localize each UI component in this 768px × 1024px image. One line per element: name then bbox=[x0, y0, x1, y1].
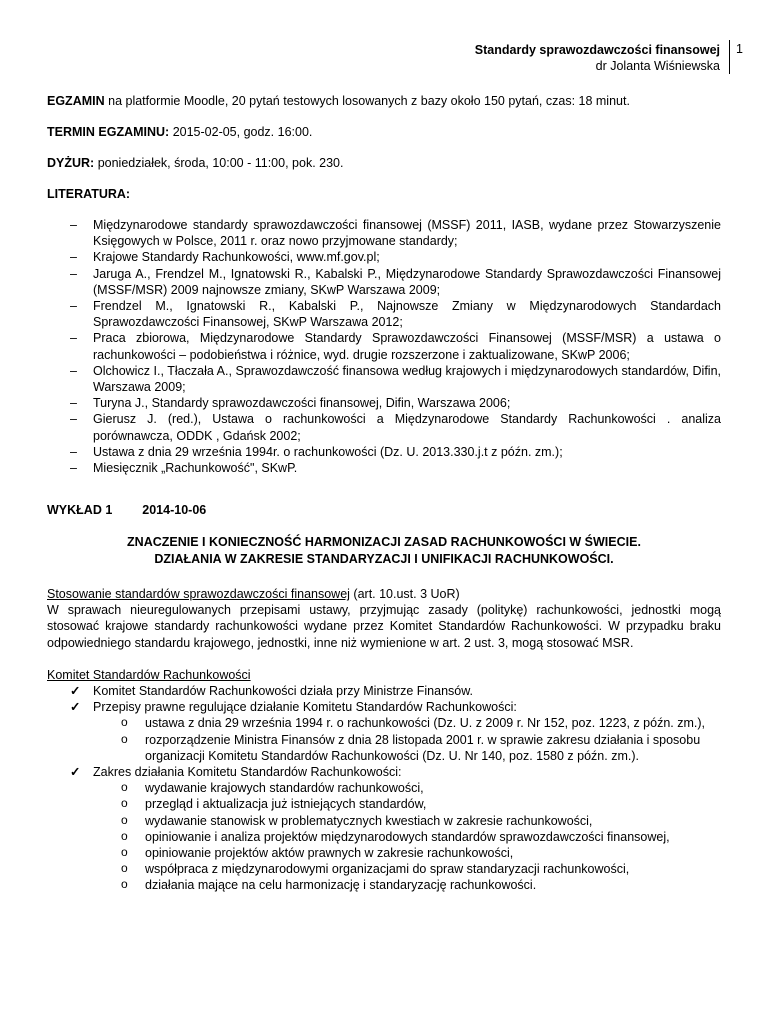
standards-heading: Stosowanie standardów sprawozdawczości finansowej bbox=[47, 587, 350, 601]
duty-text: poniedziałek, środa, 10:00 - 11:00, pok. 230. bbox=[94, 156, 344, 170]
circle-bullet-icon: o bbox=[121, 796, 128, 811]
literature-item: – Miesięcznik „Rachunkowość", SKwP. bbox=[70, 460, 721, 476]
page-header bbox=[475, 42, 720, 74]
committee-item-text: Przepisy prawne regulujące działanie Komitetu Standardów Rachunkowości: bbox=[93, 700, 517, 715]
literature-item: – Międzynarodowe standardy sprawozdawczości finansowej (MSSF) 2011, IASB, wydane przez Stowarzyszenie Księgowych w Polsce, 2011 r. oraz nowo przyjmowane standardy; bbox=[70, 217, 721, 249]
circle-bullet-icon: o bbox=[121, 845, 128, 860]
committee-subitem bbox=[121, 732, 721, 764]
committee-item bbox=[70, 699, 721, 764]
author-name: dr Jolanta Wiśniewska bbox=[595, 59, 720, 73]
literature-item: – Ustawa z dnia 29 września 1994r. o rachunkowości (Dz. U. 2013.330.j.t z późn. zm.); bbox=[70, 444, 721, 460]
exam-text: na platformie Moodle, 20 pytań testowych losowanych z bazy około 150 pytań, czas: 18 minut. bbox=[104, 94, 630, 108]
checkmark-icon: ✓ bbox=[70, 684, 81, 698]
committee-heading: Komitet Standardów Rachunkowości bbox=[47, 668, 251, 682]
lecture-line bbox=[47, 502, 206, 518]
circle-bullet-icon: o bbox=[121, 877, 128, 892]
committee-item bbox=[70, 764, 721, 894]
exam-line bbox=[47, 93, 630, 109]
literature-item: – Olchowicz I., Tłaczała A., Sprawozdawczość finansowa według krajowych i międzynarodowych standardów, Difin, Warszawa 2009; bbox=[70, 363, 721, 395]
page-number: 1 bbox=[736, 42, 743, 56]
committee-subitem bbox=[121, 829, 721, 845]
circle-bullet-icon: o bbox=[121, 812, 128, 827]
lecture-label: WYKŁAD 1 bbox=[47, 503, 113, 517]
committee-subitem-text: opiniowanie i analiza projektów międzynarodowych standardów sprawozdawczości finansowej, bbox=[145, 829, 670, 844]
committee-subitem-text: opiniowanie projektów aktów prawnych w zakresie rachunkowości, bbox=[145, 846, 514, 861]
section-title-line-1: ZNACZENIE I KONIECZNOŚĆ HARMONIZACJI ZASAD RACHUNKOWOŚCI W ŚWIECIE. bbox=[127, 535, 641, 549]
literature-heading: LITERATURA: bbox=[47, 187, 131, 201]
header-divider bbox=[729, 40, 730, 74]
committee-item-text: Komitet Standardów Rachunkowości działa przy Ministrze Finansów. bbox=[93, 684, 474, 698]
checkmark-icon: ✓ bbox=[70, 700, 81, 715]
committee-sublist bbox=[121, 780, 721, 893]
standards-paragraph: W sprawach nieuregulowanych przepisami ustawy, przyjmując zasady (politykę) rachunkowości, jednostki mogą stosować krajowe standardy rachunkowości wydane przez Komitet Standardów Rachunkowości. W przypadku braku odpowiedniego standardu krajowego, jednostki, inne niż wymienione w art. 2 ust. 3, mogą stosować MSR. bbox=[47, 603, 721, 650]
circle-bullet-icon: o bbox=[121, 861, 128, 876]
literature-item: – Jaruga A., Frendzel M., Ignatowski R., Kabalski P., Międzynarodowe Standardy Sprawozdawczości Finansowej (MSSF/MSR) 2009 najnowsze zmiany, SKwP Warszawa 2009; bbox=[70, 266, 721, 298]
literature-item: – Turyna J., Standardy sprawozdawczości finansowej, Difin, Warszawa 2006; bbox=[70, 395, 721, 411]
committee-subitem bbox=[121, 780, 721, 796]
exam-date-text: 2015-02-05, godz. 16:00. bbox=[169, 125, 313, 139]
lecture-date: 2014-10-06 bbox=[142, 503, 207, 517]
section-title bbox=[47, 534, 721, 568]
committee-subitem bbox=[121, 845, 721, 861]
committee-subitem bbox=[121, 877, 721, 893]
committee-subitem-text: wydawanie krajowych standardów rachunkowości, bbox=[145, 781, 424, 796]
checkmark-icon: ✓ bbox=[70, 765, 81, 780]
committee-list bbox=[70, 683, 721, 894]
literature-item: – Praca zbiorowa, Międzynarodowe Standardy Sprawozdawczości Finansowej (MSSF/MSR) a ustawa o rachunkowości – podobieństwa i różnice, wyd. drugie rozszerzone i zaktualizowane, SKwP 2006; bbox=[70, 330, 721, 362]
committee-subitem bbox=[121, 715, 721, 731]
committee-subitem-text: przegląd i aktualizacja już istniejących standardów, bbox=[145, 797, 427, 812]
exam-date-label: TERMIN EGZAMINU: bbox=[47, 125, 170, 139]
committee-subitem-text: działania mające na celu harmonizację i standaryzację rachunkowości. bbox=[145, 878, 537, 893]
literature-item: – Krajowe Standardy Rachunkowości, www.mf.gov.pl; bbox=[70, 249, 721, 265]
committee-subitem-text: wydawanie stanowisk w problematycznych kwestiach w zakresie rachunkowości, bbox=[145, 813, 593, 828]
duty-line bbox=[47, 155, 343, 171]
literature-item: – Gierusz J. (red.), Ustawa o rachunkowości a Międzynarodowe Standardy Rachunkowości . analiza porównawcza, ODDK , Gdańsk 2002; bbox=[70, 411, 721, 443]
circle-bullet-icon: o bbox=[121, 780, 128, 795]
exam-label: EGZAMIN bbox=[47, 94, 105, 108]
exam-date-line bbox=[47, 124, 312, 140]
literature-item: – Frendzel M., Ignatowski R., Kabalski P., Najnowsze Zmiany w Międzynarodowych Standardach Sprawozdawczości Finansowej, SKwP Warszawa 2012; bbox=[70, 298, 721, 330]
document-title: Standardy sprawozdawczości finansowej bbox=[474, 43, 720, 57]
circle-bullet-icon: o bbox=[121, 731, 128, 746]
committee-subitem-text: ustawa z dnia 29 września 1994 r. o rachunkowości (Dz. U. z 2009 r. Nr 152, poz. 1223, z późn. zm.), bbox=[145, 716, 705, 731]
committee-subitem-text: rozporządzenie Ministra Finansów z dnia 28 listopada 2001 r. w sprawie zakresu działania i sposobu organizacji Komitetu Standardów Rachunkowości (Dz. U. Nr 140, poz. 1580 z późn. zm.). bbox=[145, 732, 701, 763]
committee-subitem bbox=[121, 861, 721, 877]
committee-subitem-text: współpraca z międzynarodowymi organizacjami do spraw standaryzacji rachunkowości, bbox=[145, 862, 630, 877]
literature-list bbox=[70, 217, 721, 476]
circle-bullet-icon: o bbox=[121, 828, 128, 843]
standards-ref: (art. 10.ust. 3 UoR) bbox=[349, 587, 460, 601]
standards-application bbox=[47, 586, 721, 651]
committee-item-text: Zakres działania Komitetu Standardów Rachunkowości: bbox=[93, 765, 402, 780]
circle-bullet-icon: o bbox=[121, 715, 128, 730]
committee-subitem bbox=[121, 813, 721, 829]
committee-subitem bbox=[121, 796, 721, 812]
duty-label: DYŻUR: bbox=[47, 156, 95, 170]
committee-item bbox=[70, 683, 721, 699]
section-title-line-2: DZIAŁANIA W ZAKRESIE STANDARYZACJI I UNIFIKACJI RACHUNKOWOŚCI. bbox=[154, 552, 614, 566]
committee-sublist bbox=[121, 715, 721, 764]
